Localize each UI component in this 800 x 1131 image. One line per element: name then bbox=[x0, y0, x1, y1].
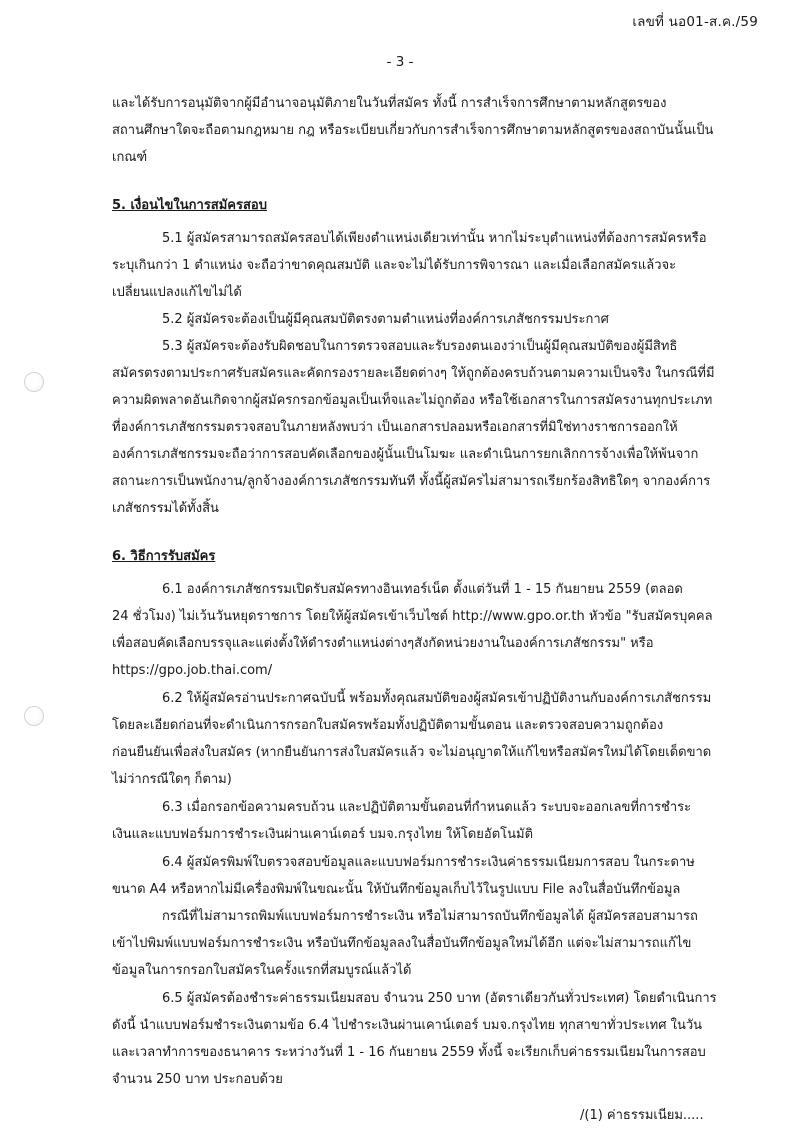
paragraph-line: เพื่อสอบคัดเลือกบรรจุและแต่งตั้งให้ดำรงตำแหน่งต่างๆสังกัดหน่วยงานในองค์การเภสัชกรรม" หรือ bbox=[112, 636, 654, 651]
paragraph-line: ข้อมูลในการกรอกใบสมัครในครั้งแรกที่สมบูรณ์แล้วได้ bbox=[112, 963, 412, 978]
paragraph-line: เกณฑ์ bbox=[112, 150, 148, 165]
paragraph-line: เงินและแบบฟอร์มการชำระเงินผ่านเคาน์เตอร์ บมจ.กรุงไทย ให้โดยอัตโนมัติ bbox=[112, 827, 534, 842]
paragraph-line: 6.3 เมื่อกรอกข้อความครบถ้วน และปฏิบัติตามขั้นตอนที่กำหนดแล้ว ระบบจะออกเลขที่การชำระ bbox=[162, 800, 692, 815]
paragraph-line: 6.5 ผู้สมัครต้องชำระค่าธรรมเนียมสอบ จำนวน 250 บาท (อัตราเดียวกันทั่วประเทศ) โดยดำเนินการ bbox=[162, 991, 717, 1006]
section-heading-5: 5. เงื่อนไขในการสมัครสอบ bbox=[112, 198, 267, 213]
paragraph-line: สถานศึกษาใดจะถือตามกฎหมาย กฎ หรือระเบียบเกี่ยวกับการสำเร็จการศึกษาตามหลักสูตรของสถาบันนั้นเป็น bbox=[112, 123, 714, 138]
paragraph-line: สมัครตรงตามประกาศรับสมัครและคัดกรองรายละเอียดต่างๆ ให้ถูกต้องครบถ้วนตามความเป็นจริง ในกรณีที่มี bbox=[112, 366, 715, 381]
paragraph-line: ก่อนยืนยันเพื่อส่งใบสมัคร (หากยืนยันการส่งใบสมัครแล้ว จะไม่อนุญาตให้แก้ไขหรือสมัครใหม่ได้โดยเด็ดขาด bbox=[112, 745, 712, 760]
page-number: - 3 - bbox=[386, 54, 414, 70]
paragraph-line: เข้าไปพิมพ์แบบฟอร์มการชำระเงิน หรือบันทึกข้อมูลลงในสื่อบันทึกข้อมูลใหม่ได้อีก แต่จะไม่สามารถแก้ไข bbox=[112, 936, 692, 951]
paragraph-line: เภสัชกรรมได้ทั้งสิ้น bbox=[112, 501, 219, 516]
paragraph-line: สถานะการเป็นพนักงาน/ลูกจ้างองค์การเภสัชกรรมทันที ทั้งนี้ผู้สมัครไม่สามารถเรียกร้องสิทธิใดๆ จากองค์การ bbox=[112, 474, 711, 489]
continuation-note: /(1) ค่าธรรมเนียม..... bbox=[580, 1108, 704, 1123]
url-text: https://gpo.job.thai.com/ bbox=[112, 663, 273, 678]
paragraph-line: 6.1 องค์การเภสัชกรรมเปิดรับสมัครทางอินเทอร์เน็ต ตั้งแต่วันที่ 1 - 15 กันยายน 2559 (ตลอด bbox=[162, 582, 683, 597]
paragraph-line: 6.4 ผู้สมัครพิมพ์ใบตรวจสอบข้อมูลและแบบฟอร์มการชำระเงินค่าธรรมเนียมการสอบ ในกระดาษ bbox=[162, 855, 695, 870]
paragraph-line: 5.2 ผู้สมัครจะต้องเป็นผู้มีคุณสมบัติตรงตามตำแหน่งที่องค์การเภสัชกรรมประกาศ bbox=[162, 312, 609, 327]
paragraph-line: ดังนี้ นำแบบฟอร์มชำระเงินตามข้อ 6.4 ไปชำระเงินผ่านเคาน์เตอร์ บมจ.กรุงไทย ทุกสาขาทั่วประเทศ ในวัน bbox=[112, 1018, 703, 1033]
paragraph-line: เปลี่ยนแปลงแก้ไขไม่ได้ bbox=[112, 285, 242, 300]
document-number: เลขที่ นอ01-ส.ค./59 bbox=[632, 14, 758, 30]
paragraph-line: และเวลาทำการของธนาคาร ระหว่างวันที่ 1 - 16 กันยายน 2559 ทั้งนี้ จะเรียกเก็บค่าธรรมเนียมในการสอบ bbox=[112, 1045, 706, 1060]
paragraph-line: ระบุเกินกว่า 1 ตำแหน่ง จะถือว่าขาดคุณสมบัติ และจะไม่ได้รับการพิจารณา และเมื่อเลือกสมัครแล้วจะ bbox=[112, 258, 677, 273]
paragraph-line: 6.2 ให้ผู้สมัครอ่านประกาศฉบับนี้ พร้อมทั้งคุณสมบัติของผู้สมัครเข้าปฏิบัติงานกับองค์การเภสัชกรรม bbox=[162, 691, 712, 706]
punch-hole-icon bbox=[24, 372, 44, 392]
punch-hole-icon bbox=[24, 706, 44, 726]
paragraph-line: 24 ชั่วโมง) ไม่เว้นวันหยุดราชการ โดยให้ผู้สมัครเข้าเว็บไซต์ http://www.gpo.or.th หัวข้อ "รับสมัครบุคคล bbox=[112, 609, 713, 624]
paragraph-line: ไม่ว่ากรณีใดๆ ก็ตาม) bbox=[112, 772, 232, 787]
paragraph-line: จำนวน 250 บาท ประกอบด้วย bbox=[112, 1072, 283, 1087]
paragraph-line: กรณีที่ไม่สามารถพิมพ์แบบฟอร์มการชำระเงิน หรือไม่สามารถบันทึกข้อมูลได้ ผู้สมัครสอบสามารถ bbox=[162, 909, 698, 924]
paragraph-line: และได้รับการอนุมัติจากผู้มีอำนาจอนุมัติภายในวันที่สมัคร ทั้งนี้ การสำเร็จการศึกษาตามหลักสูตรของ bbox=[112, 96, 667, 111]
paragraph-line: ความผิดพลาดอันเกิดจากผู้สมัครกรอกข้อมูลเป็นเท็จและไม่ถูกต้อง หรือใช้เอกสารในการสมัครงานทุกประเภท bbox=[112, 393, 713, 408]
paragraph-line: 5.1 ผู้สมัครสามารถสมัครสอบได้เพียงตำแหน่งเดียวเท่านั้น หากไม่ระบุตำแหน่งที่ต้องการสมัครหรือ bbox=[162, 231, 707, 246]
paragraph-line: ขนาด A4 หรือหากไม่มีเครื่องพิมพ์ในขณะนั้น ให้บันทึกข้อมูลเก็บไว้ในรูปแบบ File ลงในสื่อบันทึกข้อมูล bbox=[112, 882, 681, 897]
section-heading-6: 6. วิธีการรับสมัคร bbox=[112, 549, 216, 564]
paragraph-line: โดยละเอียดก่อนที่จะดำเนินการกรอกใบสมัครพร้อมทั้งปฏิบัติตามขั้นตอน และตรวจสอบความถูกต้อง bbox=[112, 718, 664, 733]
paragraph-line: 5.3 ผู้สมัครจะต้องรับผิดชอบในการตรวจสอบและรับรองตนเองว่าเป็นผู้มีคุณสมบัติของผู้มีสิทธิ bbox=[162, 339, 678, 354]
paragraph-line: ที่องค์การเภสัชกรรมตรวจสอบในภายหลังพบว่า เป็นเอกสารปลอมหรือเอกสารที่มิใช่ทางราชการออกให้ bbox=[112, 420, 678, 435]
paragraph-line: องค์การเภสัชกรรมจะถือว่าการสอบคัดเลือกของผู้นั้นเป็นโมฆะ และดำเนินการยกเลิกการจ้างเพื่อให้พ้นจาก bbox=[112, 447, 699, 462]
